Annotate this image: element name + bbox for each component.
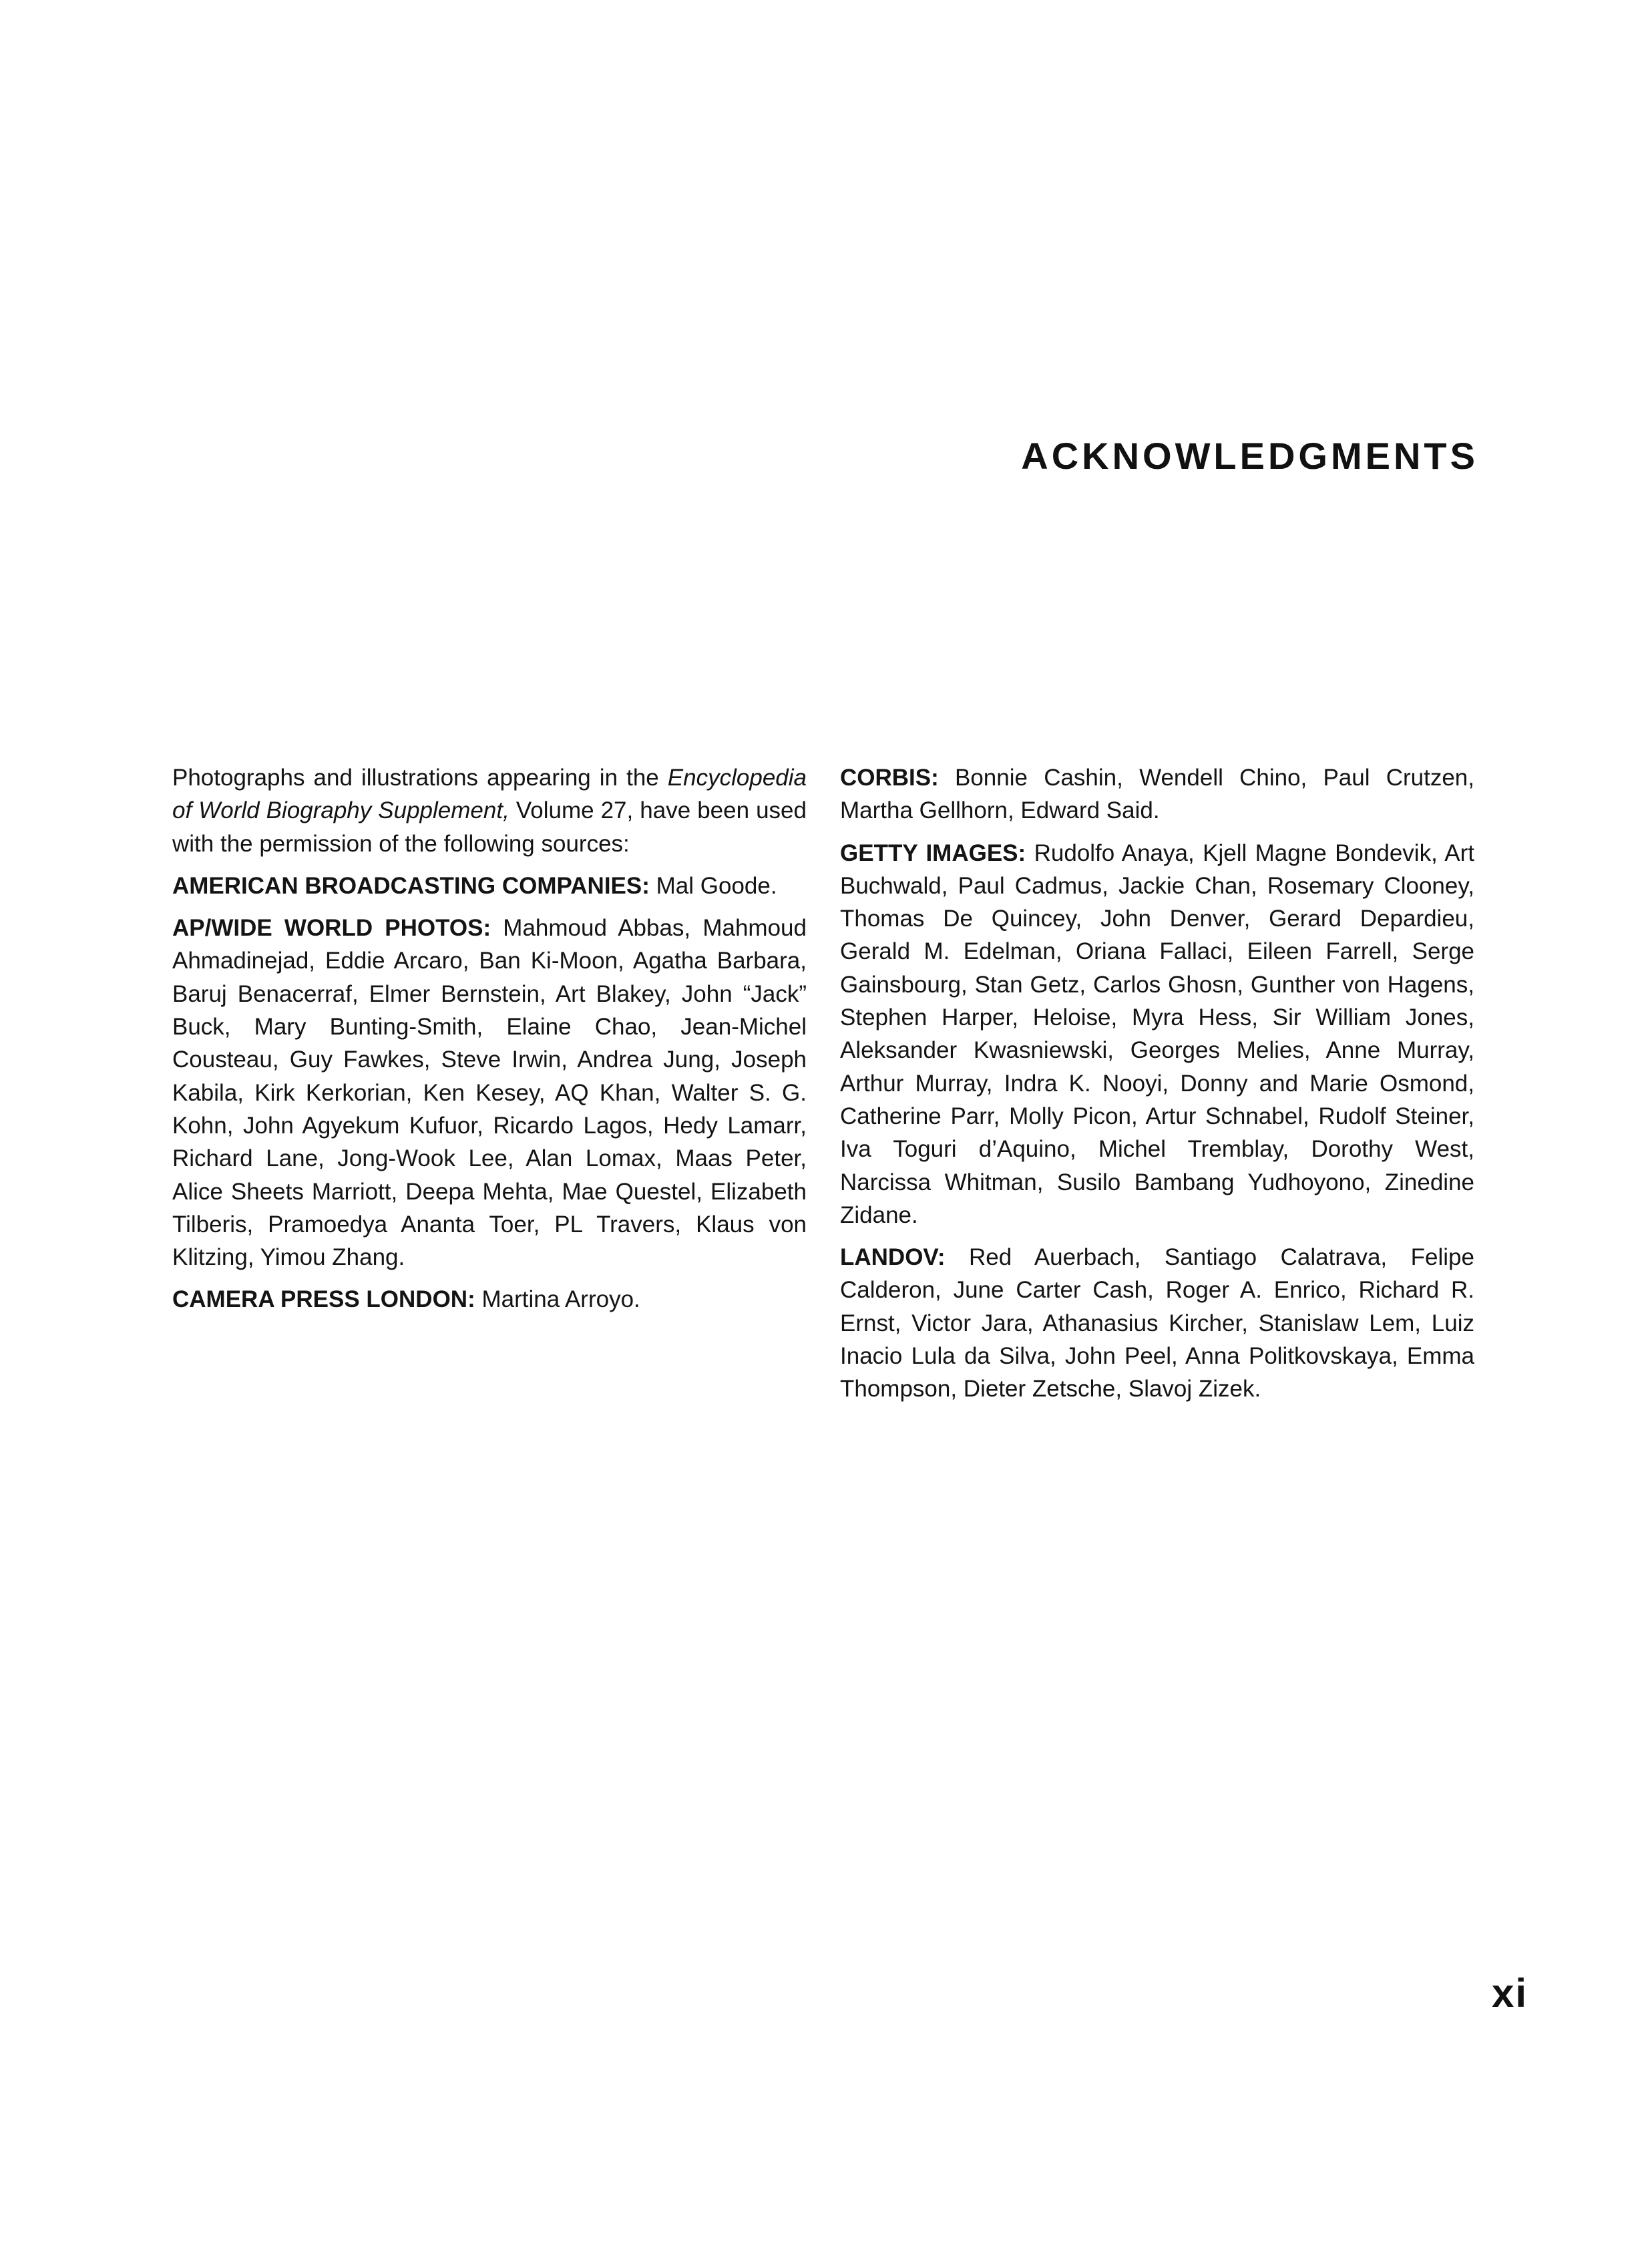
left-column [172,761,807,1326]
book-title: Encyclopedia of World Biography Supplement, [172,765,807,824]
credit-names: Rudolfo Anaya, Kjell Magne Bondevik, Art Buchwald, Paul Cadmus, Jackie Chan, Rosemary Clooney, Thomas De Quincey, John Denver, Gerard Depardieu, Gerald M. Edelman, Oriana Fallaci, Eileen Farrell, Serge Gainsbourg, Stan Getz, Carlos Ghosn, Gunther von Hagens, Stephen Harper, Heloise, Myra Hess, Sir William Jones, Aleksander Kwasniewski, Georges Melies, Anne Murray, Arthur Murray, Indra K. Nooyi, Donny and Marie Osmond, Catherine Parr, Molly Picon, Artur Schnabel, Rudolf Steiner, Iva Toguri d’Aquino, Michel Tremblay, Dorothy West, Narcissa Whitman, Susilo Bambang Yudhoyono, Zinedine Zidane. [840,839,1474,1228]
credit-entry [172,1283,807,1316]
right-column [840,761,1474,1415]
credit-names: Red Auerbach, Santiago Calatrava, Felipe Calderon, June Carter Cash, Roger A. Enrico, Richard R. Ernst, Victor Jara, Athanasius Kircher, Stanislaw Lem, Luiz Inacio Lula da Silva, John Peel, Anna Politkovskaya, Emma Thompson, Dieter Zetsche, Slavoj Zizek. [840,1244,1474,1402]
credit-entry [172,912,807,1274]
credit-entry [840,761,1474,827]
credit-source: CORBIS: [840,765,939,791]
page-number: xi [1491,1971,1528,2016]
credit-names: Bonnie Cashin, Wendell Chino, Paul Crutzen, Martha Gellhorn, Edward Said. [840,765,1474,824]
credit-source: GETTY IMAGES: [840,839,1026,866]
credit-source: LANDOV: [840,1244,946,1271]
credit-entry [840,837,1474,1232]
credit-entry [172,870,807,902]
page-title: ACKNOWLEDGMENTS [1021,435,1478,477]
intro-text-after: Volume 27, have been used with the permission of the following sources: [172,797,807,857]
intro-paragraph [172,761,807,860]
credit-source: AMERICAN BROADCASTING COMPANIES: [172,872,650,899]
credit-names: Martina Arroyo. [481,1286,640,1313]
credit-entry [840,1241,1474,1405]
credit-source: CAMERA PRESS LONDON: [172,1286,475,1313]
credit-names: Mal Goode. [656,872,777,899]
intro-text-before: Photographs and illustrations appearing in the [172,765,668,791]
credit-source: AP/WIDE WORLD PHOTOS: [172,915,491,942]
credit-names: Mahmoud Abbas, Mahmoud Ahmadinejad, Eddie Arcaro, Ban Ki-Moon, Agatha Barbara, Baruj Benacerraf, Elmer Bernstein, Art Blakey, John “Jack” Buck, Mary Bunting-Smith, Elaine Chao, Jean-Michel Cousteau, Guy Fawkes, Steve Irwin, Andrea Jung, Joseph Kabila, Kirk Kerkorian, Ken Kesey, AQ Khan, Walter S. G. Kohn, John Agyekum Kufuor, Ricardo Lagos, Hedy Lamarr, Richard Lane, Jong-Wook Lee, Alan Lomax, Maas Peter, Alice Sheets Marriott, Deepa Mehta, Mae Questel, Elizabeth Tilberis, Pramoedya Ananta Toer, PL Travers, Klaus von Klitzing, Yimou Zhang. [172,915,807,1271]
